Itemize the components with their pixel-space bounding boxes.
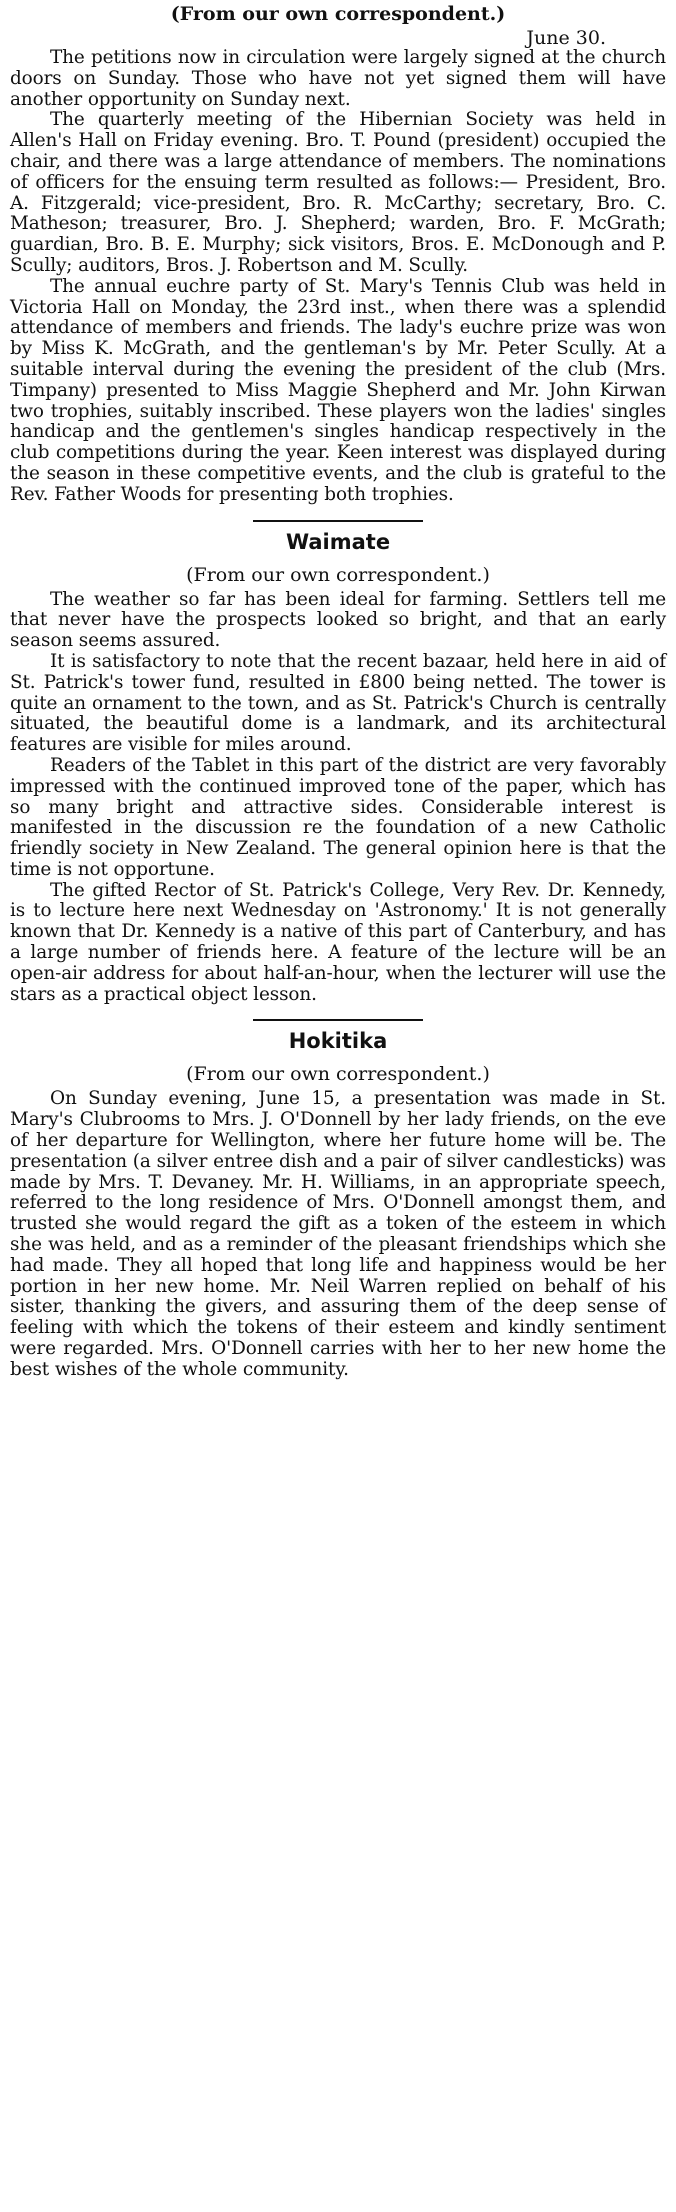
- article-paragraph: The weather so far has been ideal for farming. Settlers tell me that never have the prospects looked so bright, and that an early season seems assured.: [10, 588, 666, 652]
- article-paragraph: The quarterly meeting of the Hibernian Society was held in Allen's Hall on Friday evening. Bro. T. Pound (president) occupied the chair, and there was a large attendance of members. The nominations of officers for the ensuing term resulted as follows:— President, Bro. A. Fitzgerald; vice-president, Bro. R. McCarthy; secretary, Bro. C. Matheson; treasurer, Bro. J. Shepherd; warden, Bro. F. McGrath; guardian, Bro. B. E. Murphy; sick visitors, Bros. E. McDonough and P. Scully; auditors, Bros. J. Robertson and M. Scully.: [10, 109, 666, 276]
- section-local-news: [10, 3, 666, 506]
- correspondent-byline: (From our own correspondent.): [186, 1063, 490, 1086]
- section-divider: [253, 1019, 423, 1021]
- section-heading: Waimate: [285, 529, 391, 554]
- correspondent-byline: (From our own correspondent.): [186, 563, 490, 586]
- section-divider: [253, 520, 423, 522]
- section-waimate: [10, 530, 666, 1006]
- article-paragraph: The petitions now in circulation were largely signed at the church doors on Sunday. Those who have not yet signed them will have another opportunity on Sunday next.: [10, 47, 666, 110]
- newspaper-column: [0, 3, 676, 2212]
- article-paragraph: On Sunday evening, June 15, a presentation was made in St. Mary's Clubrooms to Mrs. J. O'Donnell by her lady friends, on the eve of her departure for Wellington, where her future home will be. The presentation (a silver entree dish and a pair of silver candlesticks) was made by Mrs. T. Devaney. Mr. H. Williams, in an appropriate speech, referred to the long residence of Mrs. O'Donnell amongst them, and trusted she would regard the gift as a token of the esteem in which she was held, and as a reminder of the pleasant friendships which she had made. They all hoped that long life and happiness would be her portion in her new home. Mr. Neil Warren replied on behalf of his sister, thanking the givers, and assuring them of the deep sense of feeling with which the tokens of their esteem and kindly sentiment were regarded. Mrs. O'Donnell carries with her to her new home the best wishes of the whole community.: [10, 1088, 666, 1380]
- section-heading: Hokitika: [288, 1029, 388, 1054]
- article-paragraph: Readers of the Tablet in this part of the district are very favorably impressed with the continued improved tone of the paper, which has so many bright and attractive sides. Considerable interest is manifested in the discussion re the foundation of a new Catholic friendly society in New Zealand. The general opinion here is that the time is not opportune.: [10, 754, 666, 880]
- article-paragraph: The gifted Rector of St. Patrick's College, Very Rev. Dr. Kennedy, is to lecture here next Wednesday on 'Astronomy.' It is not generally known that Dr. Kennedy is a native of this part of Canterbury, and has a large number of friends here. A feature of the lecture will be an open-air address for about half-an-hour, when the lecturer will use the stars as a practical object lesson.: [10, 879, 666, 1005]
- correspondent-byline: (From our own correspondent.): [170, 3, 506, 25]
- dateline: June 30.: [526, 27, 606, 49]
- section-hokitika: [10, 1029, 666, 1380]
- article-paragraph: It is satisfactory to note that the recent bazaar, held here in aid of St. Patrick's tower fund, resulted in £800 being netted. The tower is quite an ornament to the town, and as St. Patrick's Church is centrally situated, the beautiful dome is a landmark, and its architectural features are visible for miles around.: [10, 650, 666, 756]
- article-paragraph: The annual euchre party of St. Mary's Tennis Club was held in Victoria Hall on Monday, the 23rd inst., when there was a splendid attendance of members and friends. The lady's euchre prize was won by Miss K. McGrath, and the gentleman's by Mr. Peter Scully. At a suitable interval during the evening the president of the club (Mrs. Timpany) presented to Miss Maggie Shepherd and Mr. John Kirwan two trophies, suitably inscribed. These players won the ladies' singles handicap and the gentlemen's singles handicap respectively in the club competitions during the year. Keen interest was displayed during the season in these competitive events, and the club is grateful to the Rev. Father Woods for presenting both trophies.: [10, 275, 666, 505]
